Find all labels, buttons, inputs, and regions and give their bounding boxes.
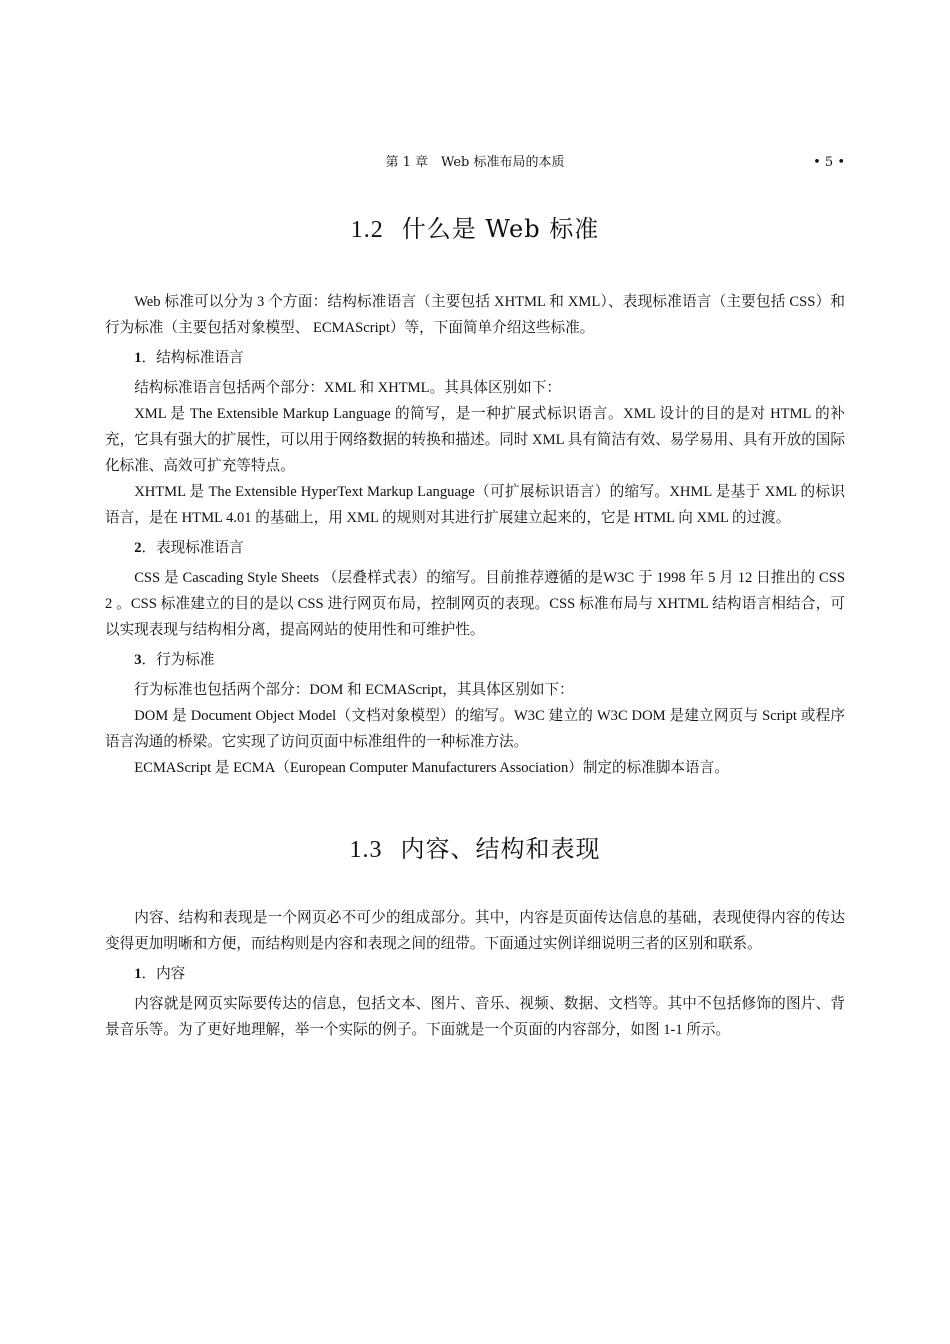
subheading-number: 3 [134,652,142,668]
paragraph: DOM 是 Document Object Model（文档对象模型）的缩写。W3C 建立的 W3C DOM 是建立网页与 Script 或程序语言沟通的桥梁。它实现了访问页面中标准组件的一种标准方法。 [105,708,845,750]
section-title: 什么是 Web 标准 [401,215,600,243]
paragraph: Web 标准可以分为 3 个方面：结构标准语言（主要包括 XHTML 和 XML）、表现标准语言（主要包括 CSS）和行为标准（主要包括对象模型、 ECMAScript）等，下面简单介绍这些标准。 [105,294,845,336]
subheading-content [105,961,845,987]
section-1-2-body [105,289,845,781]
subheading-text: ．表现标准语言 [141,540,244,556]
subheading-text: ．行为标准 [141,652,215,668]
paragraph: 内容、结构和表现是一个网页必不可少的组成部分。其中，内容是页面传达信息的基础，表现使得内容的传达变得更加明晰和方便，而结构则是内容和表现之间的纽带。下面通过实例详细说明三者的区别和联系。 [105,910,845,952]
subheading-behavior [105,647,845,673]
section-1-3-body [105,905,845,1043]
subheading-structure [105,345,845,371]
subheading-presentation [105,535,845,561]
paragraph: 结构标准语言包括两个部分：XML 和 XHTML。其具体区别如下： [134,380,561,396]
section-1-2-heading [105,214,845,245]
section-number: 1.3 [349,837,383,863]
subheading-number: 2 [134,540,142,556]
subheading-text: ．结构标准语言 [141,350,244,366]
chapter-title: 第 1 章 Web 标准布局的本质 [385,155,565,170]
paragraph: ECMAScript 是 ECMA（European Computer Manufacturers Association）制定的标准脚本语言。 [134,760,729,776]
paragraph: XML 是 The Extensible Markup Language 的简写，是一种扩展式标识语言。XML 设计的目的是对 HTML 的补充，它具有强大的扩展性，可以用于网络数据的转换和描述。同时 XML 具有简洁有效、易学易用、具有开放的国际化标准、高效可扩充等特点。 [105,406,845,474]
subheading-number: 1 [134,350,142,366]
subheading-text: ．内容 [141,966,186,982]
section-1-3-heading [105,834,845,865]
section-title: 内容、结构和表现 [400,835,601,863]
paragraph: 行为标准也包括两个部分：DOM 和 ECMAScript，其具体区别如下： [134,682,574,698]
running-header [105,152,845,174]
paragraph: XHTML 是 The Extensible HyperText Markup Language（可扩展标识语言）的缩写。XHML 是基于 XML 的标识语言，是在 HTML 4.01 的基础上，用 XML 的规则对其进行扩展建立起来的，它是 HTML 向 XML 的过渡。 [105,484,845,526]
paragraph: CSS 是 Cascading Style Sheets （层叠样式表）的缩写。目前推荐遵循的是W3C 于 1998 年 5 月 12 日推出的 CSS 2 。CSS 标准建立的目的是以 CSS 进行网页布局，控制网页的表现。CSS 标准布局与 XHTML 结构语言相结合，可以实现表现与结构相分离，提高网站的使用性和可维护性。 [105,570,845,638]
paragraph: 内容就是网页实际要传达的信息，包括文本、图片、音乐、视频、数据、文档等。其中不包括修饰的图片、背景音乐等。为了更好地理解，举一个实际的例子。下面就是一个页面的内容部分，如图 1-1 所示。 [105,996,845,1038]
section-number: 1.2 [350,217,384,243]
subheading-number: 1 [134,966,142,982]
page-number: • 5 • [813,155,845,170]
